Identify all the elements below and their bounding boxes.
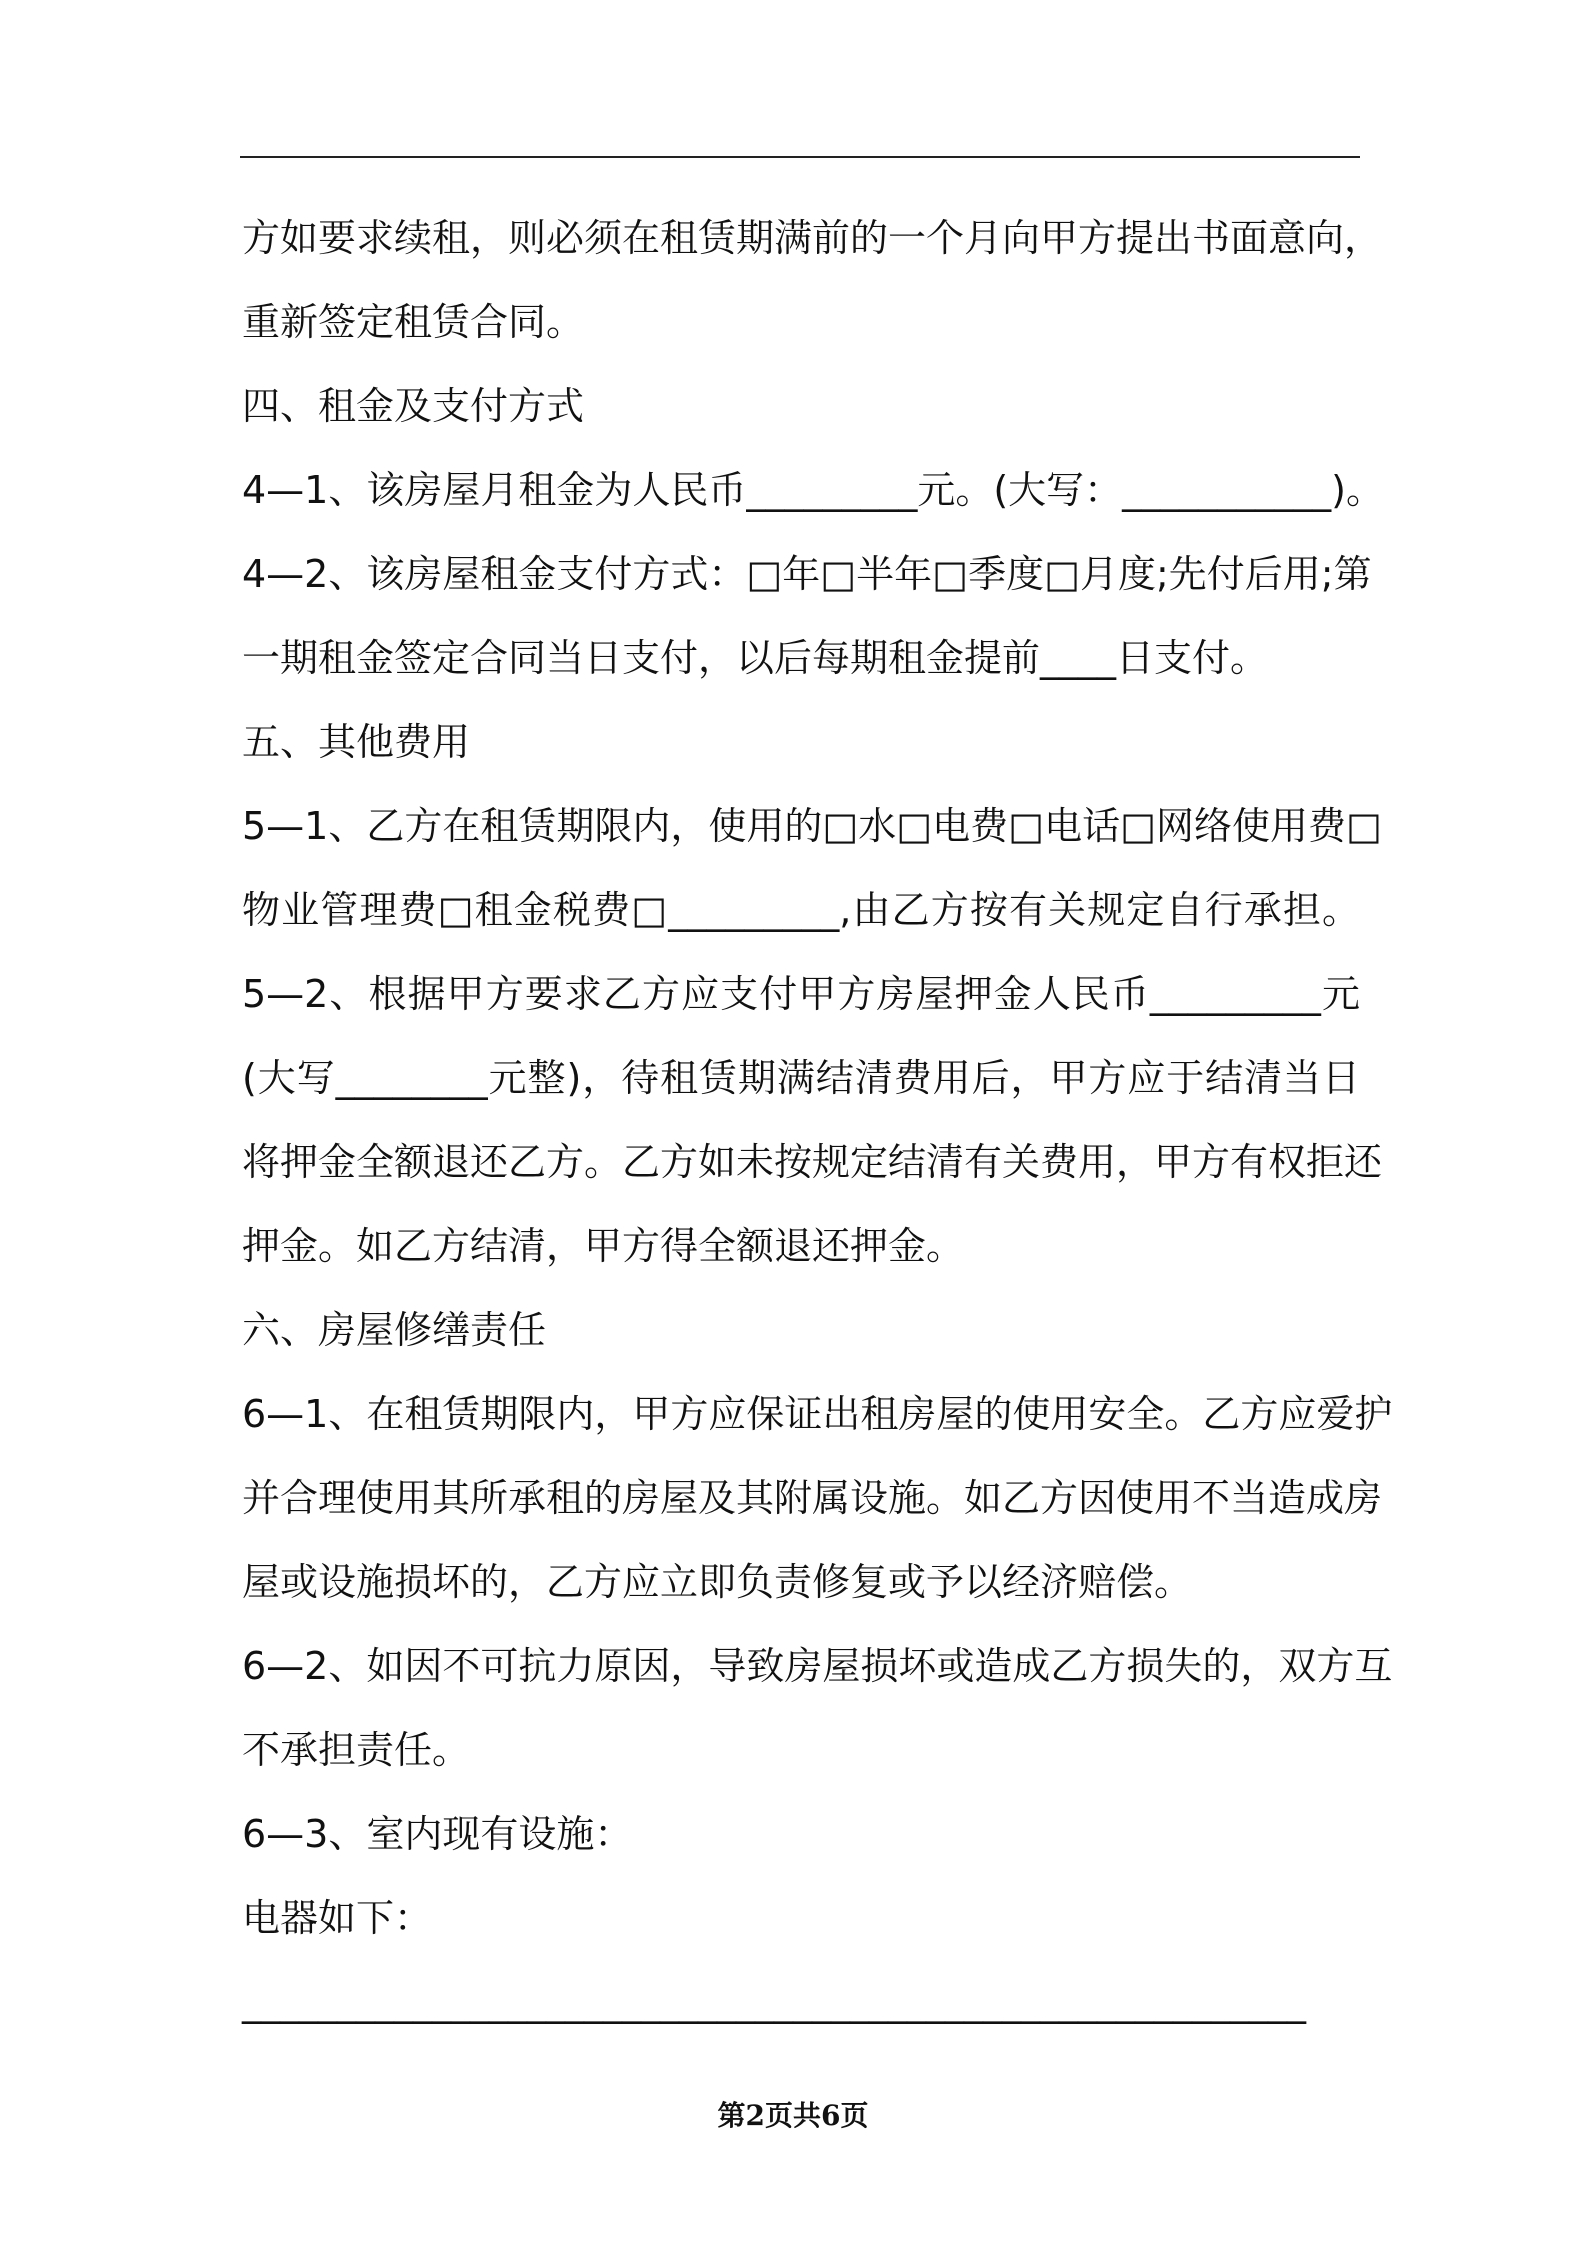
header-rule [240, 156, 1360, 158]
text-line: 六、房屋修缮责任 [242, 1308, 547, 1352]
text-line: 6—2、如因不可抗力原因，导致房屋损坏或造成乙方损失的，双方互 [242, 1644, 1393, 1688]
text-line: 4—1、该房屋月租金为人民币_________元。(大写：___________)。 [242, 468, 1385, 512]
text-line: 屋或设施损坏的，乙方应立即负责修复或予以经济赔偿。 [242, 1560, 1193, 1604]
document-body [242, 196, 1393, 2044]
text-line: 电器如下： [242, 1896, 433, 1940]
text-line: 不承担责任。 [242, 1728, 471, 1772]
text-line: 物业管理费□租金税费□_________,由乙方按有关规定自行承担。 [242, 888, 1360, 932]
text-line: 将押金全额退还乙方。乙方如未按规定结清有关费用，甲方有权拒还 [242, 1140, 1383, 1184]
text-line: 6—1、在租赁期限内，甲方应保证出租房屋的使用安全。乙方应爱护 [242, 1392, 1393, 1436]
text-line: 五、其他费用 [242, 720, 471, 764]
text-line: 4—2、该房屋租金支付方式：□年□半年□季度□月度;先付后用;第 [242, 552, 1372, 596]
text-line: 5—1、乙方在租赁期限内，使用的□水□电费□电话□网络使用费□ [242, 804, 1382, 848]
page-number: 第2页共6页 [717, 2099, 869, 2132]
text-line: 并合理使用其所承租的房屋及其附属设施。如乙方因使用不当造成房 [242, 1476, 1383, 1520]
text-line: 6—3、室内现有设施： [242, 1812, 633, 1856]
text-line: 方如要求续租，则必须在租赁期满前的一个月向甲方提出书面意向， [242, 216, 1383, 260]
text-line: 重新签定租赁合同。 [242, 300, 585, 344]
text-line: ________________________________________________________ [242, 1980, 1306, 2024]
text-line: 押金。如乙方结清，甲方得全额退还押金。 [242, 1224, 965, 1268]
text-line: 一期租金签定合同当日支付，以后每期租金提前____日支付。 [242, 636, 1269, 680]
text-line: 四、租金及支付方式 [242, 384, 585, 428]
text-line: (大写________元整)，待租赁期满结清费用后，甲方应于结清当日 [242, 1056, 1360, 1100]
text-line: 5—2、根据甲方要求乙方应支付甲方房屋押金人民币_________元 [242, 972, 1360, 1016]
